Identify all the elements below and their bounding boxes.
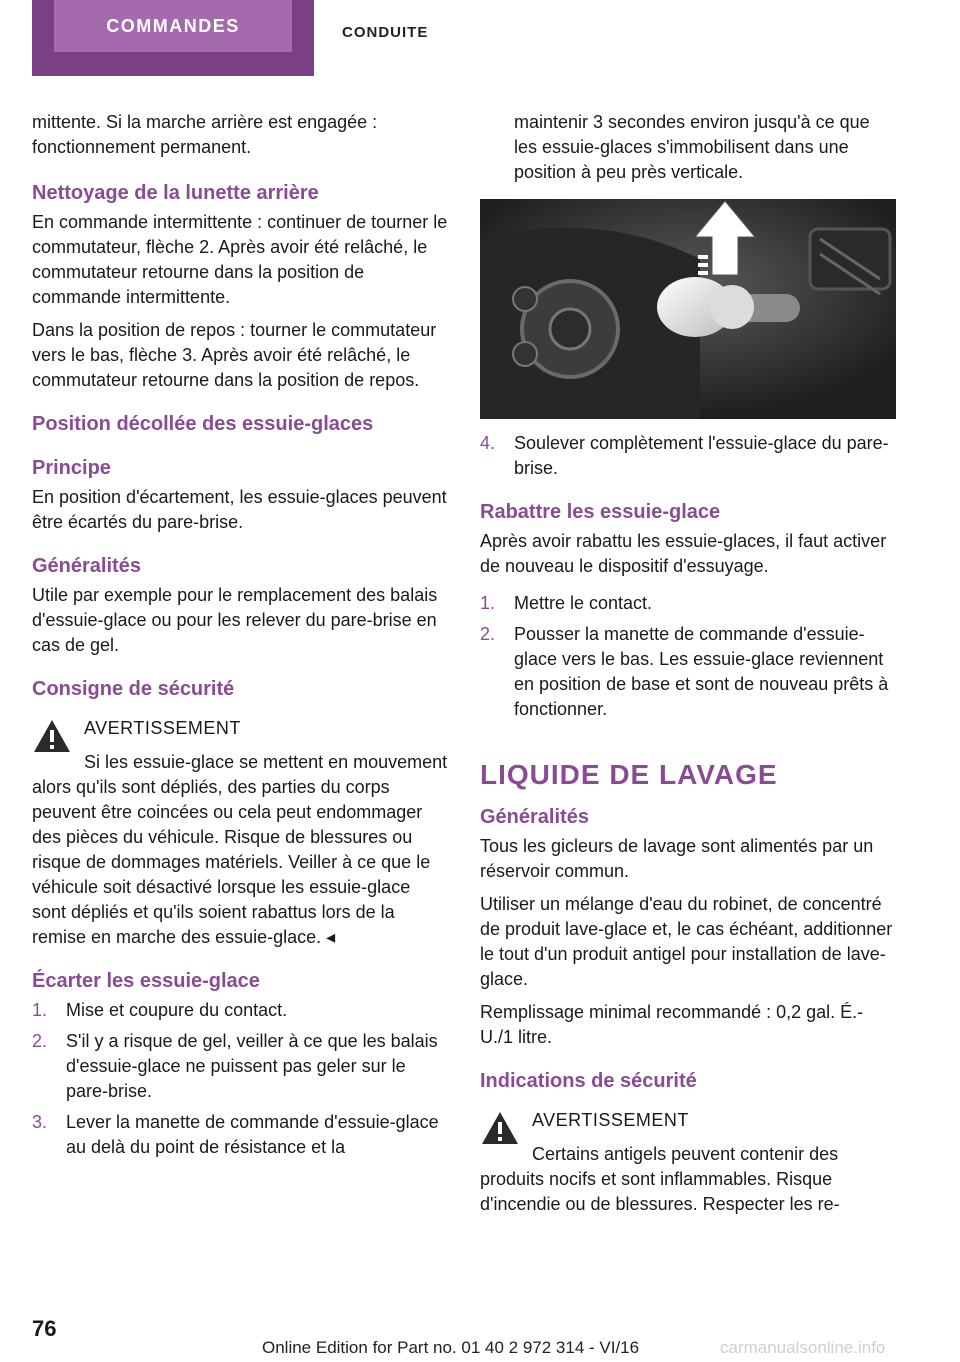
wiper-lever-illustration xyxy=(480,199,896,419)
steps-rabattre xyxy=(480,591,896,722)
watermark-text: carmanualsonline.info xyxy=(720,1338,886,1357)
heading-generalites: Généralités xyxy=(32,555,141,577)
heading-lifted-position: Position décollée des essuie-glaces xyxy=(32,413,374,435)
header-tab-conduite[interactable]: CONDUITE xyxy=(342,24,429,41)
list-item xyxy=(480,591,896,616)
intro-paragraph: mittente. Si la marche arrière est engagée : fonctionnement permanent. xyxy=(32,112,378,157)
warning-title: AVERTISSEMENT xyxy=(532,1110,689,1130)
step-text: S'il y a risque de gel, veiller à ce que les balais d'essuie-glace ne puissent pas geler sur le pare-brise. xyxy=(66,1031,438,1101)
step3-continuation: maintenir 3 secondes environ jusqu'à ce que les essuie-glaces s'immobilisent dans une position à peu près verticale. xyxy=(514,112,870,182)
list-item xyxy=(32,1110,448,1160)
warning-block-left xyxy=(32,716,448,950)
warning-text: Si les essuie-glace se mettent en mouvement alors qu'ils sont dépliés, des parties du corps peuvent être coincées ou cela peut endommager des pièces du véhicule. Risque de blessures ou risque de dommages matériels. Veiller à ce que le véhicule soit désactivé lorsque les essuie-glace sont dépliés et qu'ils soient rabattus lors de la remise en marche des essuie-glace. ◂ xyxy=(32,752,448,947)
heading-liquide: LIQUIDE DE LAVAGE xyxy=(480,759,778,790)
heading-consigne: Consigne de sécurité xyxy=(32,678,235,700)
warning-title: AVERTISSEMENT xyxy=(84,718,241,738)
edition-text: Online Edition for Part no. 01 40 2 972 314 - VI/16 xyxy=(262,1338,640,1357)
step-text: Pousser la manette de commande d'essuie-glace vers le bas. Les essuie-glace reviennent en position de base et sont de nouveau prêts à fonctionner. xyxy=(514,624,889,719)
warning-block-right xyxy=(480,1108,896,1217)
heading-rear-window: Nettoyage de la lunette arrière xyxy=(32,182,319,204)
steps-ecarter xyxy=(32,998,448,1160)
warning-triangle-icon xyxy=(32,718,72,754)
step-number: 1. xyxy=(32,1000,48,1020)
list-item xyxy=(32,998,448,1023)
list-item xyxy=(480,622,896,722)
steps-4 xyxy=(480,431,896,481)
paragraph-gen-2: Utiliser un mélange d'eau du robinet, de concentré de produit lave-glace et, le cas échéant, additionner le tout d'un produit antigel pour installation de lave-glace. xyxy=(480,894,893,989)
right-column xyxy=(480,110,896,1225)
list-item xyxy=(32,1029,448,1104)
paragraph-rear-2: Dans la position de repos : tourner le commutateur vers le bas, flèche 3. Après avoir été relâché, le commutateur retourne dans la position de repos. xyxy=(32,320,437,390)
list-item xyxy=(480,431,896,481)
header-tab-commandes[interactable] xyxy=(32,0,314,76)
heading-generalites-right: Généralités xyxy=(480,806,589,828)
step-number: 2. xyxy=(32,1031,48,1051)
heading-ecarter: Écarter les essuie-glace xyxy=(32,970,260,992)
step-number: 1. xyxy=(480,593,496,613)
step-number: 4. xyxy=(480,433,496,453)
paragraph-gen-1: Tous les gicleurs de lavage sont alimentés par un réservoir commun. xyxy=(480,836,874,881)
warning-triangle-icon xyxy=(480,1110,520,1146)
paragraph-generalites: Utile par exemple pour le remplacement des balais d'essuie-glace ou pour les relever du pare-brise en cas de gel. xyxy=(32,585,438,655)
step-text: Mettre le contact. xyxy=(514,593,653,613)
step-number: 2. xyxy=(480,624,496,644)
wiper-lever-photo xyxy=(480,199,896,419)
paragraph-principe: En position d'écartement, les essuie-glaces peuvent être écartés du pare-brise. xyxy=(32,487,447,532)
heading-principe: Principe xyxy=(32,457,111,479)
step-text: Mise et coupure du contact. xyxy=(66,1000,288,1020)
paragraph-rabattre: Après avoir rabattu les essuie-glaces, il faut activer de nouveau le dispositif d'essuyage. xyxy=(480,531,887,576)
paragraph-gen-3: Remplissage minimal recommandé : 0,2 gal. É.-U./1 litre. xyxy=(480,1002,864,1047)
page-number: 76 xyxy=(32,1316,57,1341)
step-text: Lever la manette de commande d'essuie-glace au delà du point de résistance et la xyxy=(66,1112,439,1157)
left-column xyxy=(32,110,448,1168)
header-tab-commandes-label: COMMANDES xyxy=(54,0,292,52)
step-number: 3. xyxy=(32,1112,48,1132)
step-text: Soulever complètement l'essuie-glace du pare-brise. xyxy=(514,433,889,478)
paragraph-rear-1: En commande intermittente : continuer de tourner le commutateur, flèche 2. Après avoir été relâché, le commutateur retourne dans la position de commande intermittente. xyxy=(32,212,448,307)
warning-text: Certains antigels peuvent contenir des produits nocifs et sont inflammables. Risque d'incendie ou de blessures. Respecter les re- xyxy=(480,1144,840,1214)
heading-indications: Indications de sécurité xyxy=(480,1070,697,1092)
heading-rabattre: Rabattre les essuie-glace xyxy=(480,501,721,523)
